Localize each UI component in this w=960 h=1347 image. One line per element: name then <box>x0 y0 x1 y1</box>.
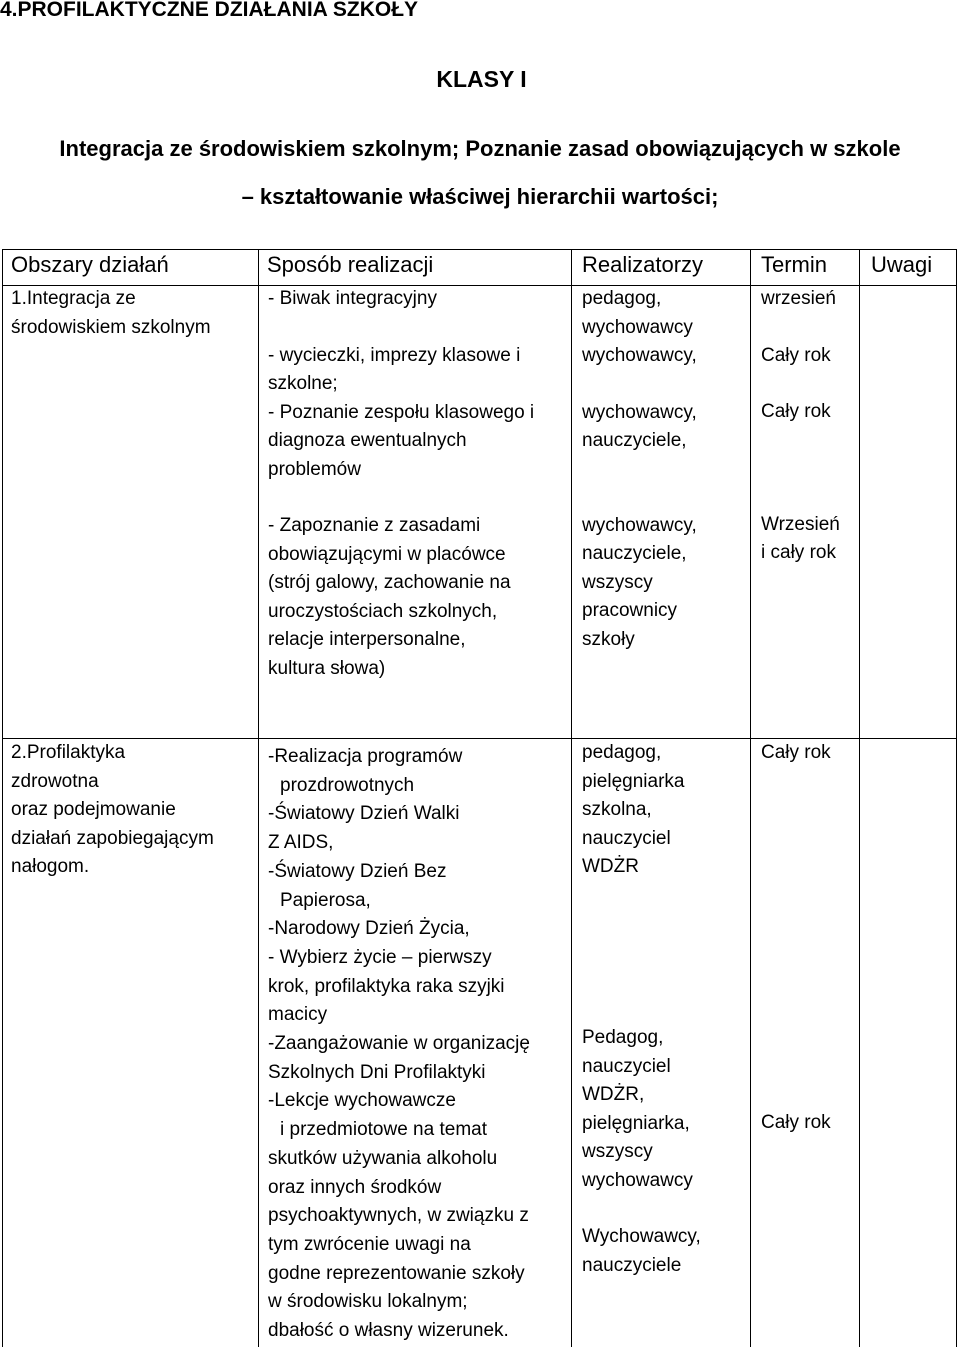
table-col-divider-2 <box>571 249 572 1347</box>
class-title: KLASY I <box>436 66 527 92</box>
row2-who-second: Pedagog, nauczyciel WDŻR, pielęgniarka, wszyscy wychowawcy Wychowawcy, nauczyciele <box>582 1027 701 1276</box>
table-border-left <box>2 249 3 1347</box>
header-area: Obszary działań <box>11 252 169 277</box>
subtitle-line-1: Integracja ze środowiskiem szkolnym; Poznanie zasad obowiązujących w szkole <box>59 136 901 161</box>
row2-who: pedagog, pielęgniarka szkolna, nauczyciel WDŻR <box>582 742 685 877</box>
document-heading: 4.PROFILAKTYCZNE DZIAŁANIA SZKOŁY <box>0 0 419 21</box>
table-border-top <box>2 249 957 250</box>
header-who: Realizatorzy <box>582 252 704 277</box>
row2-area: 2.Profilaktyka zdrowotna oraz podejmowanie działań zapobiegającym nałogom. <box>11 742 214 877</box>
row2-when-second: Cały rok <box>761 1112 831 1133</box>
table-col-divider-1 <box>258 249 259 1347</box>
row1-when: wrzesień Cały rok Cały rok Wrzesień i cały rok <box>761 288 840 563</box>
table-col-divider-3 <box>750 249 751 1347</box>
header-when: Termin <box>761 252 828 277</box>
header-notes: Uwagi <box>871 252 933 277</box>
row1-method: - Biwak integracyjny - wycieczki, imprezy klasowe i szkolne; - Poznanie zespołu klasowego i diagnoza ewentualnych problemów - Zapoznanie z zasadami obowiązującymi w placówce (strój galowy, zachowanie na uroczystościach szkolnych, relacje interpersonalne, kultura słowa) <box>268 288 535 679</box>
header-method: Sposób realizacji <box>267 252 434 277</box>
table-col-divider-4 <box>859 249 860 1347</box>
row1-who: pedagog, wychowawcy wychowawcy, wychowawcy, nauczyciele, wychowawcy, nauczyciele, wszyscy pracownicy szkoły <box>582 288 697 650</box>
table-border-right <box>956 249 957 1347</box>
subtitle-line-2: – kształtowanie właściwej hierarchii wartości; <box>241 184 719 209</box>
row2-when: Cały rok <box>761 742 831 763</box>
row2-method: -Realizacja programów prozdrowotnych -Światowy Dzień Walki Z AIDS, -Światowy Dzień Bez Papierosa, -Narodowy Dzień Życia, - Wybierz życie – pierwszy krok, profilaktyka raka szyjki macicy -Zaangażowanie w organizację Szkolnych Dni Profilaktyki -Lekcje wychowawcze i przedmiotowe na temat skutków używania alkoholu oraz innych środków psychoaktywnych, w związku z tym zwrócenie uwagi na godne reprezentowanie szkoły w środowisku lokalnym; dbałość o własny wizerunek. <box>268 746 530 1342</box>
row1-area: 1.Integracja ze środowiskiem szkolnym <box>11 288 211 338</box>
